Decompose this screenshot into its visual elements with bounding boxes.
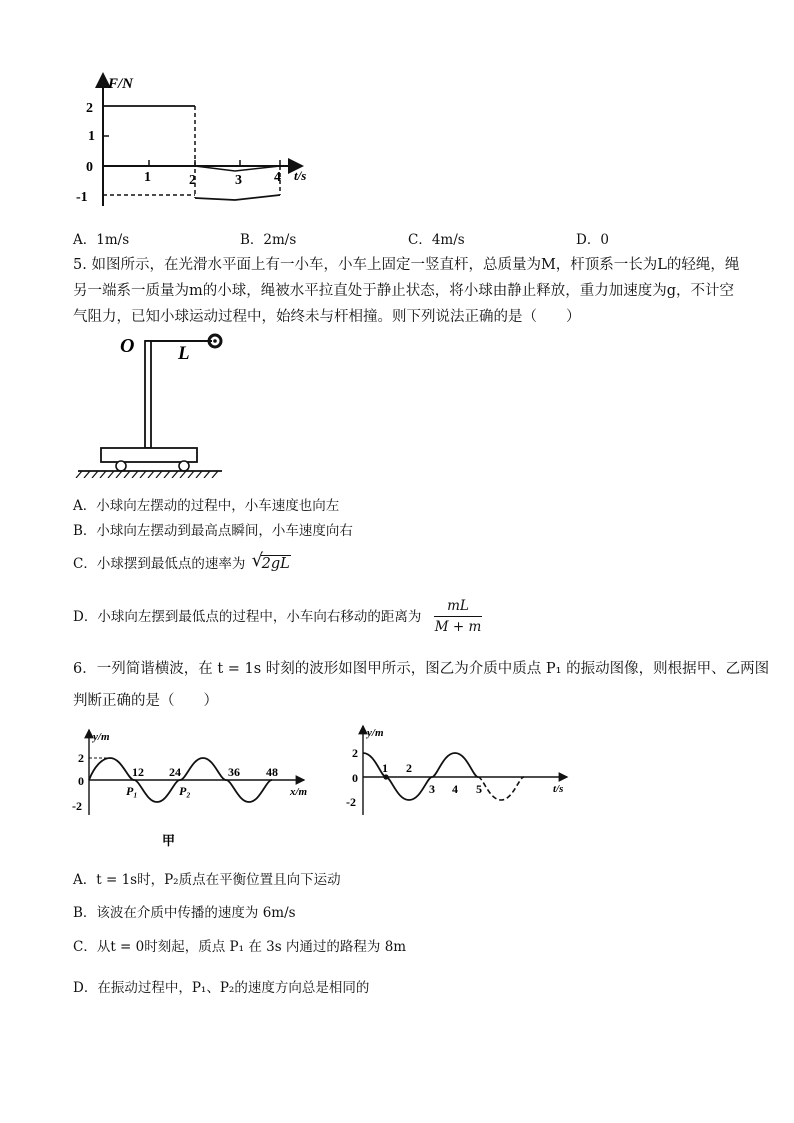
fraction <box>434 597 482 636</box>
y-tick: 2 <box>78 751 84 765</box>
x-tick: 24 <box>169 765 181 779</box>
x-axis-label: t/s <box>553 783 564 795</box>
point-label-p1: P₁ <box>126 784 138 798</box>
q5-option-c[interactable] <box>73 551 291 577</box>
vibration-graph <box>345 720 575 820</box>
q5-option-d[interactable] <box>73 604 421 630</box>
y-tick: 0 <box>352 771 358 785</box>
q5-option-d-text: D．小球向左摆到最低点的过程中，小车向右移动的距离为 <box>73 609 422 625</box>
q4-option-a[interactable]: A．1m/s <box>73 232 130 248</box>
y-axis-label: y/m <box>93 731 110 743</box>
q5-stem-line: 另一端系一质量为m的小球，绳被水平拉直处于静止状态，将小球由静止释放，重力加速度为g，不计空 <box>73 283 735 299</box>
y-tick: -2 <box>346 795 356 809</box>
q5-option-c-text: C．小球摆到最低点的速率为 <box>73 556 246 572</box>
q6-option-d[interactable]: D．在振动过程中，P₁、P₂的速度方向总是相同的 <box>73 980 370 996</box>
q6-option-b[interactable]: B．该波在介质中传播的速度为 6m/s <box>73 905 296 921</box>
point-label-p2: P₂ <box>179 784 191 798</box>
x-axis-label: x/m <box>290 786 308 798</box>
y-tick: 0 <box>78 774 84 788</box>
q4-option-b[interactable]: B．2m/s <box>240 232 297 248</box>
q5-stem-line: 气阻力，已知小球运动过程中，始终未与杆相撞。则下列说法正确的是（ ） <box>73 309 581 325</box>
length-label: L <box>178 343 190 364</box>
y-tick: 0 <box>86 160 93 175</box>
y-tick: 2 <box>352 746 358 760</box>
y-tick: 2 <box>86 101 93 116</box>
x-tick: 4 <box>274 170 281 185</box>
pivot-label: O <box>120 335 135 357</box>
q6-option-c[interactable]: C．从t = 0时刻起，质点 P₁ 在 3s 内通过的路程为 8m <box>73 939 407 955</box>
x-tick: 2 <box>406 761 412 775</box>
q5-option-a[interactable]: A．小球向左摆动的过程中，小车速度也向左 <box>73 498 340 514</box>
cart-wheel-left <box>116 461 126 471</box>
fraction-numerator: mL <box>434 597 482 617</box>
y-tick: -1 <box>76 190 88 205</box>
cart-pendulum-figure <box>72 328 232 478</box>
y-tick: -2 <box>72 799 82 813</box>
force-curve-tail <box>195 195 280 200</box>
sqrt-radicand: 2gL <box>261 556 290 572</box>
x-tick: 36 <box>228 765 240 779</box>
x-tick: 1 <box>382 761 388 775</box>
sqrt-expression: √ 2gL <box>251 550 290 572</box>
x-tick: 5 <box>476 782 482 796</box>
q5-option-b[interactable]: B．小球向左摆动到最高点瞬间，小车速度向右 <box>73 523 353 539</box>
fraction-denominator: M + m <box>434 619 482 635</box>
y-tick: 1 <box>88 129 95 144</box>
pole <box>145 341 151 448</box>
x-tick: 3 <box>429 782 435 796</box>
cart-wheel-right <box>179 461 189 471</box>
y-axis-label: y/m <box>367 727 384 739</box>
q4-option-c[interactable]: C．4m/s <box>408 232 465 248</box>
force-time-graph <box>70 68 320 218</box>
vibration-curve-dashed <box>478 777 524 800</box>
q4-option-d[interactable]: D．0 <box>576 232 609 248</box>
q6-stem-line: 判断正确的是（ ） <box>73 693 218 709</box>
x-tick: 4 <box>452 782 458 796</box>
x-tick: 48 <box>266 765 278 779</box>
wave-graph <box>72 727 322 852</box>
y-axis-label: F/N <box>108 76 134 92</box>
q6-stem-line: 6．一列简谐横波，在 t = 1s 时刻的波形如图甲所示，图乙为介质中质点 P₁ 的振动图像，则根据甲、乙两图 <box>73 661 770 677</box>
x-tick: 1 <box>144 170 151 185</box>
q6-option-a[interactable]: A．t = 1s时，P₂质点在平衡位置且向下运动 <box>73 872 341 888</box>
q5-stem-line: 5. 如图所示，在光滑水平面上有一小车，小车上固定一竖直杆，总质量为M，杆顶系一长为L的轻绳，绳 <box>73 257 740 273</box>
x-tick: 12 <box>132 765 144 779</box>
cart-body <box>101 448 197 462</box>
x-tick: 3 <box>235 173 242 188</box>
x-tick: 2 <box>189 173 196 188</box>
x-axis-label: t/s <box>294 168 307 183</box>
figure-caption: 甲 <box>162 833 176 848</box>
